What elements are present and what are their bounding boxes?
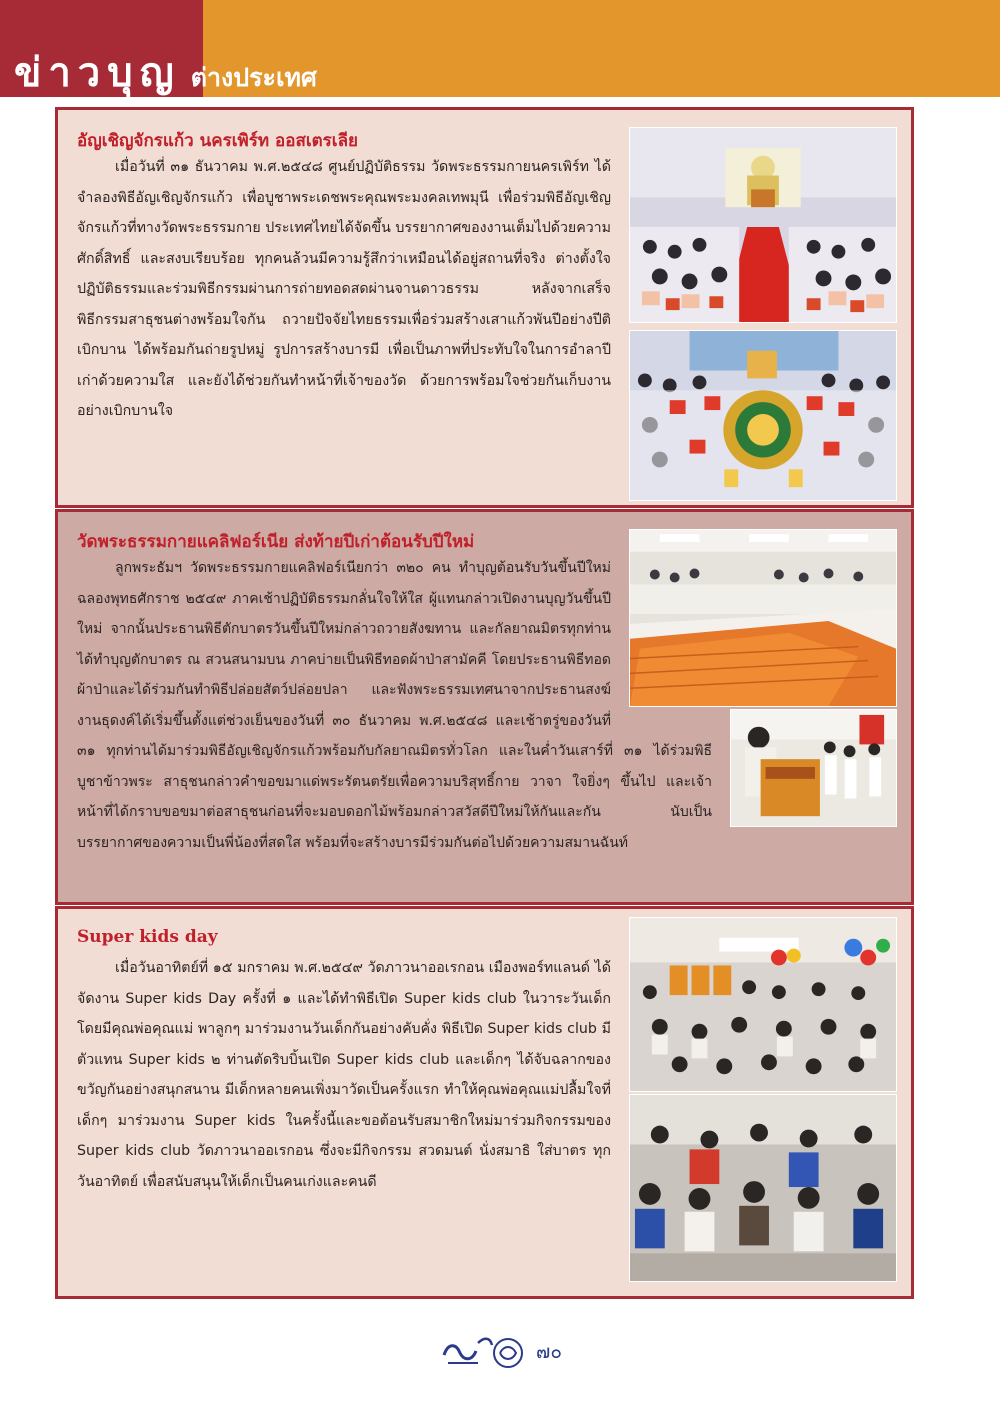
magazine-logo-icon xyxy=(438,1331,530,1373)
photo-super-kids-children xyxy=(629,1094,897,1282)
header-right-band xyxy=(203,0,1000,97)
article-super-kids xyxy=(55,906,914,1299)
article-title: วัดพระธรรมกายแคลิฟอร์เนีย ส่งท้ายปีเก่าต้อนรับปีใหม่ xyxy=(77,532,475,552)
article-body: เมื่อวันอาทิตย์ที่ ๑๕ มกราคม พ.ศ.๒๕๔๙ วัดภาวนาออเรกอน เมืองพอร์ทแลนด์ ได้จัดงาน Super kids Day ครั้งที่ ๑ และได้ทำพิธีเปิด Super kids club ในวาระวันเด็ก โดยมีคุณพ่อคุณแม่ พาลูกๆ มาร่วมงานวันเด็กกันอย่างคับคั่ง พิธีเปิด Super kids club มีตัวแทน Super kids ๒ ท่านตัดริบบิ้นเปิด Super kids club และเด็กๆ ได้จับฉลากของขวัญกันอย่างสนุกสนาน มีเด็กหลายคนเพิ่งมาวัดเป็นครั้งแรก ทำให้คุณพ่อคุณแม่ปลื้มใจที่เด็กๆ มาร่วมงาน Super kids ในครั้งนี้และขอต้อนรับสมาชิกใหม่มาร่วมกิจกรรมของ Super kids club วัดภาวนาออเรกอน ซึ่งจะมีกิจกรรม สวดมนต์ นั่งสมาธิ ใส่บาตร ทุกวันอาทิตย์ เพื่อสนับสนุนให้เด็กเป็นคนเก่งและคนดี xyxy=(77,960,611,1190)
photo-california-procession xyxy=(730,709,897,827)
page-footer xyxy=(420,1330,580,1374)
photo-perth-ceremony-1 xyxy=(629,127,897,323)
section-title-main: ข่าวบุญ xyxy=(14,49,181,96)
photo-perth-ceremony-2 xyxy=(629,330,897,501)
photo-super-kids-group xyxy=(629,917,897,1092)
page-number: ๗๐ xyxy=(536,1341,562,1363)
photo-california-robes xyxy=(629,529,897,707)
article-california xyxy=(55,509,914,905)
article-perth xyxy=(55,107,914,508)
article-title: อัญเชิญจักรแก้ว นครเพิร์ท ออสเตรเลีย xyxy=(77,131,358,151)
section-title-sub: ต่างประเทศ xyxy=(190,63,317,92)
article-title: Super kids day xyxy=(77,927,218,947)
article-body: ลูกพระธัมฯ วัดพระธรรมกายแคลิฟอร์เนียกว่า ๓๒๐ คน ทำบุญต้อนรับวันขึ้นปีใหม่ ฉลองพุทธศักราช ๒๕๔๙ ภาคเช้าปฏิบัติธรรมกลั่นใจให้ใส ผู้แทนกล่าวเปิดงานบุญวันขึ้นปีใหม่ จากนั้นประธานพิธีตักบาตรวันขึ้นปีใหม่กล่าวถวายสังฆทาน และกัลยาณมิตรทุกท่านได้ทำบุญตักบาตร ณ สวนสนามบน ภาคบ่ายเป็นพิธีทอดผ้าป่าสามัคคี โดยประธานพิธีทอดผ้าป่าและได้ร่วมกันทำพิธีปล่อยสัตว์ปล่อยปลา และฟังพระธรรมเทศนาจากประธานสงฆ์ งานธุดงค์ได้เริ่มขึ้นตั้งแต่ช่วงเย็นของวันที่ ๓๐ ธันวาคม พ.ศ.๒๕๔๘ และเช้าตรู่ของวันที่ ๓๑ ทุกท่านได้มาร่วมพิธีอัญเชิญจักรแก้วพร้อมกับกัลยาณมิตรทั่วโลก และในค่ำวันเสาร์ที่ ๓๑ ได้ร่วมพิธีบูชาข้าวพระ สาธุชนกล่าวคำขอขมาแด่พระรัตนตรัยเพื่อความบริสุทธิ์กาย วาจา ใจยิ่งๆ ขึ้นไป และเจ้าหน้าที่ได้กราบขอขมาต่อสาธุชนก่อนที่จะมอบดอกไม้พร้อมกล่าวสวัสดีปีใหม่ให้กันและกัน นับเป็นบรรยากาศของความเป็นพี่น้องที่สดใส พร้อมที่จะสร้างบารมีร่วมกันต่อไปด้วยความสมานฉันท์ xyxy=(77,560,712,851)
section-title xyxy=(14,40,317,96)
article-body: เมื่อวันที่ ๓๑ ธันวาคม พ.ศ.๒๕๔๘ ศูนย์ปฏิบัติธรรม วัดพระธรรมกายนครเพิร์ท ได้จำลองพิธีอัญเชิญจักรแก้ว เพื่อบูชาพระเดชพระคุณพระมงคลเทพมุนี เพื่อร่วมพิธีอัญเชิญจักรแก้วที่ทางวัดพระธรรมกาย ประเทศไทยได้จัดขึ้น บรรยากาศของงานเต็มไปด้วยความศักดิ์สิทธิ์ และสงบเรียบร้อย ทุกคนล้วนมีความรู้สึกว่าเหมือนได้อยู่สถานที่จริง ต่างตั้งใจปฏิบัติธรรมและร่วมพิธีกรรมผ่านการถ่ายทอดสดผ่านจานดาวธรรม หลังจากเสร็จพิธีกรรมสาธุชนต่างพร้อมใจกัน ถวายปัจจัยไทยธรรมเพื่อร่วมสร้างเสาแก้วพันปีอย่างปีติเบิกบาน ได้พร้อมกันถ่ายรูปหมู่ รูปการสร้างบารมี เพื่อเป็นภาพที่ประทับใจในการอำลาปีเก่าด้วยความใส และยังได้ช่วยกันทำหน้าที่เจ้าของวัด ด้วยการพร้อมใจช่วยกันเก็บงานอย่างเบิกบานใจ xyxy=(77,159,611,419)
